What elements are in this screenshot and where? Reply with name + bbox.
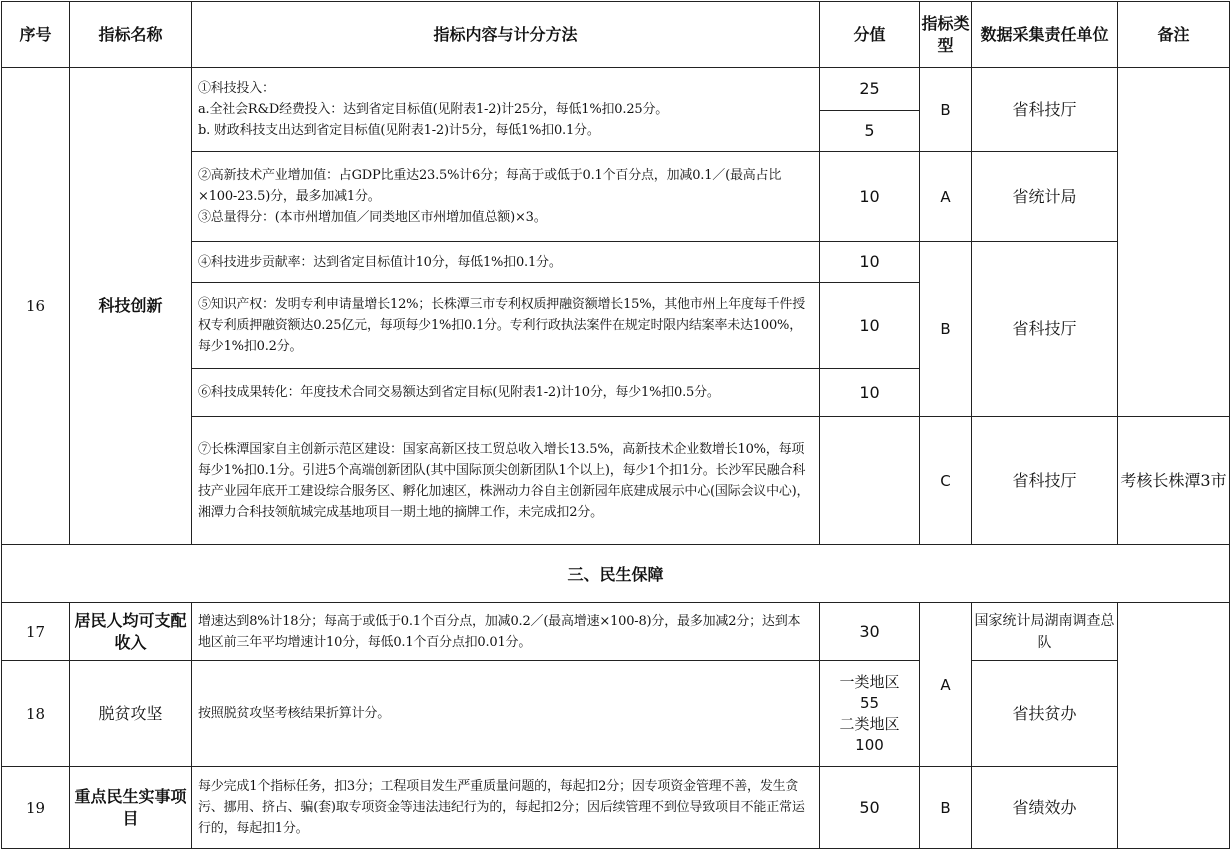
header-unit: 数据采集责任单位 <box>972 2 1118 68</box>
row-16-name: 科技创新 <box>70 68 192 545</box>
row-16-type-1: B <box>920 68 972 152</box>
table-row <box>2 661 1230 767</box>
row-18-name: 脱贫攻坚 <box>70 661 192 767</box>
row-19-name: 重点民生实事项目 <box>70 767 192 849</box>
header-note: 备注 <box>1118 2 1230 68</box>
row-16-content-2 <box>192 152 820 242</box>
row-17-name: 居民人均可支配收入 <box>70 603 192 661</box>
row-16-content-4: ④科技进步贡献率：达到省定目标值计10分，每低1%扣0.1分。 <box>192 242 820 283</box>
row-17-unit: 国家统计局湖南调查总队 <box>972 603 1118 661</box>
score-value: 5 <box>864 120 875 140</box>
row-18-seq: 18 <box>2 661 70 767</box>
row-16-score-5: 10 <box>820 283 920 369</box>
row-19-unit: 省绩效办 <box>972 767 1118 849</box>
score-value: 100 <box>855 735 884 754</box>
score-label: 二类地区 <box>839 714 900 733</box>
row-16-type-7: C <box>920 417 972 545</box>
row-18-content: 按照脱贫攻坚考核结果折算计分。 <box>192 661 820 767</box>
row-17-note-empty <box>1118 603 1230 849</box>
header-content: 指标内容与计分方法 <box>192 2 820 68</box>
row-19-score: 50 <box>820 767 920 849</box>
row-16-seq: 16 <box>2 68 70 545</box>
indicator-table <box>1 1 1230 849</box>
content-line: a.全社会R&D经费投入：达到省定目标值(见附表1-2)计25分，每低1%扣0.25分。 <box>198 102 669 117</box>
score-value: 55 <box>859 693 880 712</box>
header-type: 指标类型 <box>920 2 972 68</box>
table-row <box>2 603 1230 661</box>
row-16-unit-3: 省科技厅 <box>972 242 1118 417</box>
row-19-seq: 19 <box>2 767 70 849</box>
content-line: ②高新技术产业增加值：占GDP比重达23.5%计6分；每高于或低于0.1个百分点，加减0.1／(最高占比×100-23.5)分，最多加减1分。 <box>198 168 782 204</box>
row-16-note-empty <box>1118 68 1230 417</box>
row-16-score-1 <box>820 68 920 152</box>
row-17-content: 增速达到8%计18分；每高于或低于0.1个百分点，加减0.2／(最高增速×100-8)分，最多加减2分；达到本地区前三年平均增速计10分，每低0.1个百分点扣0.01分。 <box>192 603 820 661</box>
content-line: ③总量得分：(本市州增加值／同类地区市州增加值总额)×3。 <box>198 210 547 225</box>
table-row <box>2 767 1230 849</box>
table-row <box>2 68 1230 152</box>
row-16-score-4: 10 <box>820 242 920 283</box>
row-18-score <box>820 661 920 767</box>
row-17-score: 30 <box>820 603 920 661</box>
row-16-type-2: A <box>920 152 972 242</box>
header-score: 分值 <box>820 2 920 68</box>
row-16-content-5: ⑤知识产权：发明专利申请量增长12%；长株潭三市专利权质押融资额增长15%，其他市州上年度每千件授权专利质押融资额达0.25亿元，每项每少1%扣0.1分。专利行政执法案件在规定时限内结案率未达100%，每少1%扣0.2分。 <box>192 283 820 369</box>
section-title: 三、民生保障 <box>2 545 1230 603</box>
row-16-note-7: 考核长株潭3市 <box>1118 417 1230 545</box>
row-16-content-6: ⑥科技成果转化：年度技术合同交易额达到省定目标(见附表1-2)计10分，每少1%扣0.5分。 <box>192 369 820 417</box>
header-seq: 序号 <box>2 2 70 68</box>
row-16-content-7: ⑦长株潭国家自主创新示范区建设：国家高新区技工贸总收入增长13.5%，高新技术企业数增长10%，每项每少1%扣0.1分。引进5个高端创新团队(其中国际顶尖创新团队1个以上)，每少1个扣1分。长沙军民融合科技产业园年底开工建设综合服务区、孵化加速区，株洲动力谷自主创新园年底建成展示中心(国际会议中心)，湘潭力合科技领航城完成基地项目一期土地的摘牌工作，未完成扣2分。 <box>192 417 820 545</box>
row-16-score-6: 10 <box>820 369 920 417</box>
row-16-content-1 <box>192 68 820 152</box>
score-label: 一类地区 <box>839 672 900 691</box>
row-19-content: 每少完成1个指标任务，扣3分；工程项目发生严重质量问题的，每起扣2分；因专项资金管理不善，发生贪污、挪用、挤占、骗(套)取专项资金等违法违纪行为的，每起扣2分；因后续管理不到位导致项目不能正常运行的，每起扣1分。 <box>192 767 820 849</box>
row-16-unit-2: 省统计局 <box>972 152 1118 242</box>
row-17-type: A <box>920 603 972 767</box>
row-17-seq: 17 <box>2 603 70 661</box>
row-18-unit: 省扶贫办 <box>972 661 1118 767</box>
section-row <box>2 545 1230 603</box>
row-16-score-2: 10 <box>820 152 920 242</box>
content-line: ①科技投入： <box>198 81 275 96</box>
row-16-score-7-empty <box>820 417 920 545</box>
score-value: 25 <box>820 69 919 111</box>
content-line: b. 财政科技支出达到省定目标值(见附表1-2)计5分，每低1%扣0.1分。 <box>198 123 600 138</box>
row-16-type-3: B <box>920 242 972 417</box>
row-16-unit-1: 省科技厅 <box>972 68 1118 152</box>
row-19-type: B <box>920 767 972 849</box>
header-name: 指标名称 <box>70 2 192 68</box>
table-header-row <box>2 2 1230 68</box>
row-16-unit-7: 省科技厅 <box>972 417 1118 545</box>
